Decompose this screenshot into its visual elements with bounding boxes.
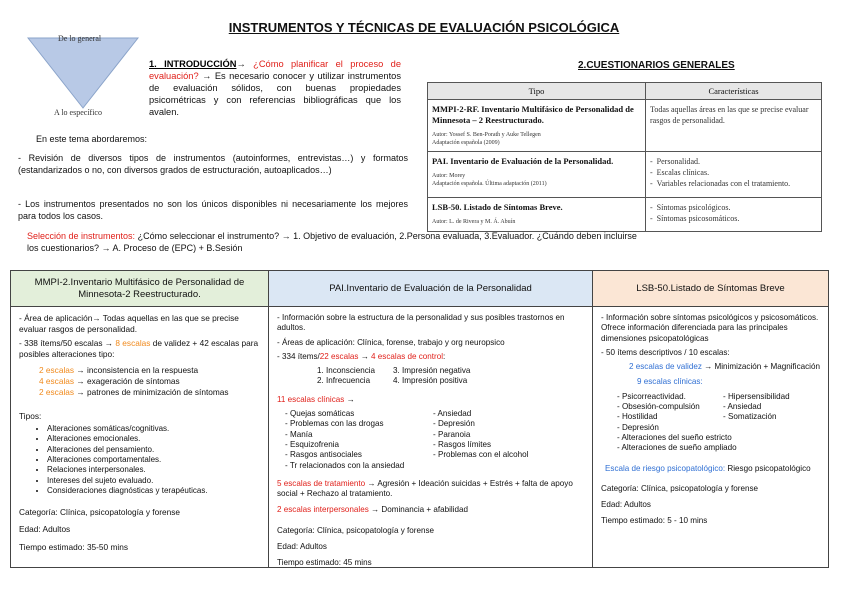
intro-heading: 1. INTRODUCCIÓN — [149, 59, 237, 69]
list-item-text: Ansiedad — [437, 409, 472, 419]
pai-items: 334 ítems/ — [281, 351, 320, 361]
row-feature: Síntomas psicológicos. — [656, 203, 731, 212]
cuestionarios-table — [427, 82, 822, 232]
mmpi-tipos-label: Tipos: — [19, 411, 42, 422]
pai-control-label: 4 escalas de control — [371, 351, 444, 361]
pai-arrow: → — [358, 351, 372, 361]
row-feature: Síntomas psicosomáticos. — [656, 214, 740, 223]
mmpi-tipos-list — [19, 424, 260, 497]
intro-paragraph — [149, 58, 401, 118]
list-item: - Tr relacionados con la ansiedad — [285, 460, 405, 470]
list-item: - Paranoia — [433, 429, 471, 439]
bullet-1: - Revisión de diversos tipos de instrumentos (autoinformes, entrevistas…) y formatos (estandarizados o no, con diversos grados de estructuración, autoaplicados…) — [18, 153, 409, 176]
list-item: - Obsesión-compulsión — [617, 402, 700, 412]
table-header-row — [428, 83, 822, 100]
row-authors: Autor: Morey — [432, 173, 466, 179]
list-item: • Alteraciones emocionales. — [47, 434, 260, 444]
row-name: PAI. Inventario de Evaluación de la Personalidad. — [432, 156, 614, 166]
list-item: - Hipersensibilidad — [723, 391, 790, 401]
list-item-text: Alteraciones del sueño estricto — [621, 432, 732, 442]
list-item: - Problemas con las drogas — [285, 419, 384, 429]
list-item: - Rasgos límites — [433, 439, 492, 449]
list-item: - Somatización — [723, 412, 777, 422]
list-item: - Psicorreactividad. — [617, 391, 686, 401]
lsb-edad: Edad: Adultos — [601, 500, 651, 510]
lsb-clinicas-rest: - Depresión - Alteraciones del sueño estricto - Alteraciones de sueño ampliado — [617, 422, 737, 453]
cuestionarios-title: 2.CUESTIONARIOS GENERALES — [578, 60, 735, 71]
list-item: • Relaciones interpersonales. — [47, 465, 260, 475]
lsb-tiempo: Tiempo estimado: 5 - 10 mins — [601, 516, 708, 526]
list-item: - Quejas somáticas — [285, 409, 355, 419]
mmpi-items-rest: de validez + 42 escalas para posibles alteraciones tipo: — [19, 338, 259, 359]
lsb-validez-label: 2 escalas de validez — [629, 362, 702, 372]
list-item-text: Psicorreactividad. — [621, 391, 686, 401]
list-item-text: Quejas somáticas — [289, 409, 355, 419]
lsb-info: Información sobre síntomas psicológicos y psicosomáticos. Ofrece información diferenciada para las principales dimensiones psicopatológicas — [601, 313, 819, 343]
pai-categoria: Categoría: Clínica, psicopatología y forense — [277, 525, 435, 535]
list-item-text: Obsesión-compulsión — [621, 402, 700, 412]
list-item: 3. Impresión negativa — [393, 366, 471, 376]
intro-question: ¿Cómo planificar el proceso de evaluación? — [149, 59, 401, 81]
pai-inter-label: 2 escalas interpersonales — [277, 505, 369, 515]
list-item-text: Problemas con el alcohol — [437, 450, 529, 460]
intro-arrow: → — [236, 59, 246, 69]
pai-trat-label: 5 escalas de tratamiento — [277, 478, 366, 488]
row-feature: Variables relacionadas con el tratamiento. — [656, 179, 791, 188]
triangle-bottom-label: A lo específico — [54, 108, 102, 117]
list-item-text: Somatización — [727, 412, 777, 422]
tema-intro: En este tema abordaremos: — [36, 134, 148, 144]
seleccion-text: ¿Cómo seleccionar el instrumento? → 1. Objetivo de evaluación, 2.Persona evaluada, 3.Evaluador. ¿Cuándo deben incluirse los cuestionarios? → A. Proceso de (EPC) + B.Sesión — [27, 231, 637, 254]
pai-tiempo: Tiempo estimado: 45 mins — [277, 558, 372, 568]
row-authors: Autor: L. de Rivera y M. Á. Abuín — [432, 219, 516, 225]
list-item: • Alteraciones somáticas/cognitivas. — [47, 424, 260, 434]
mmpi-edad: Edad: Adultos — [19, 524, 71, 535]
triangle-top-label: De lo general — [58, 34, 102, 43]
row-feature: Todas aquellas áreas en las que se precise evaluar rasgos de personalidad. — [650, 105, 809, 125]
list-item-text: Problemas con las drogas — [289, 419, 384, 429]
mmpi-scale-text: → exageración de síntomas — [74, 375, 180, 386]
list-item: 2. Infrecuencia — [317, 376, 371, 386]
list-item-text: Depresión — [621, 422, 659, 432]
pai-inter-text: → Dominancia + afabilidad — [368, 505, 469, 515]
mmpi-items: 338 ítems/50 escalas → — [24, 338, 116, 349]
intro-text: → Es necesario conocer y utilizar instrumentos de evaluación sólidos, con buenas propiedades psicométricas y con referencias bibliográficas que los avalen. — [149, 71, 401, 117]
row-adaptation: Adaptación española (2009) — [432, 140, 500, 146]
table-row: PAI. Inventario de Evaluación de la Personalidad. Autor: Morey Adaptación española. Última adaptación (2011) - Personalidad. - Escalas clínicas. - Variables relacionadas con el tratamiento. — [428, 152, 822, 198]
row-name: LSB-50. Listado de Síntomas Breve. — [432, 202, 563, 212]
list-item: - Hostilidad — [617, 412, 658, 422]
pai-info: Información sobre la estructura de la personalidad y sus posibles trastornos en adultos. — [277, 313, 565, 333]
list-item: - Manía — [285, 429, 313, 439]
lsb-clinicas-label: 9 escalas clínicas: — [637, 377, 703, 387]
pai-areas: Áreas de aplicación: Clínica, forense, trabajo y org neuropsico — [281, 337, 505, 347]
bullet-2-text: Los instrumentos presentados no son los únicos disponibles ni necesariamente los mejores para todos los casos. — [18, 199, 409, 222]
pai-control-grid — [277, 366, 584, 387]
lsb-panel: LSB-50.Listado de Síntomas Breve - Información sobre síntomas psicológicos y psicosomáticos. Ofrece información diferenciada para las principales dimensiones psicopatológicas - 50 ítems descriptivos / 10 escalas: 2 escalas de validez → Minimización + Magnificación 9 escalas clínicas: - Psicorreactividad. - Hipersensibilidad - Obsesión-compulsión - Ansiedad - Hostilidad - Somatización - Depresión - Alteraciones del sueño estricto - Alteraciones de sueño ampliado Escala de riesgo psicopatológico: Riesgo psicopatológico Categoría: Clínica, psicopatología y forense Edad: Adultos Tiempo estimado: 5 - 10 mins — [592, 270, 829, 568]
list-item-text: Depresión — [437, 419, 475, 429]
mmpi-area: Área de aplicación→ Todas aquellas en las que se precise evaluar rasgos de personalidad. — [19, 313, 239, 334]
list-item-text: Manía — [289, 429, 313, 439]
pai-clinicas-grid — [277, 409, 584, 460]
list-item-text: Rasgos límites — [437, 439, 492, 449]
row-name: MMPI-2-RF. Inventario Multifásico de Personalidad de Minnesota – 2 Reestructurado. — [432, 104, 634, 125]
pai-clinicas-label: 11 escalas clínicas — [277, 394, 345, 404]
seleccion-paragraph — [27, 230, 649, 254]
mmpi-scale-count: 2 escalas — [39, 386, 75, 397]
mmpi-validity-count: 8 escalas — [115, 338, 151, 349]
mmpi-title: MMPI-2.Inventario Multifásico de Personalidad de Minnesota-2 Reestructurado. — [11, 271, 268, 307]
list-item: • Intereses del sujeto evaluado. — [47, 476, 260, 486]
mmpi-panel: MMPI-2.Inventario Multifásico de Personalidad de Minnesota-2 Reestructurado. - Área de aplicación→ Todas aquellas en las que se precise evaluar rasgos de personalidad. - 338 ítems/50 escalas → 8 escalas de validez + 42 escalas para posibles alteraciones tipo: 2 escalas → inconsistencia en la respuesta 4 escalas → exageración de síntomas 2 escalas → patrones de minimización de síntomas Tipos: • Alteraciones somáticas/cognitivas. • Alteraciones emocionales. • Alteraciones del pensamiento. • Alteraciones comportamentales. • Relaciones interpersonales. • Intereses del sujeto evaluado. • Consideraciones diagnósticas y terapéuticas. Categoría: Clínica, psicopatología y forense Edad: Adultos Tiempo estimado: 35-50 mins — [10, 270, 269, 568]
row-authors: Autor: Yossef S. Ben-Porath y Auke Tellegen — [432, 132, 541, 138]
pai-title: PAI.Inventario de Evaluación de la Personalidad — [269, 271, 592, 307]
mmpi-tiempo: Tiempo estimado: 35-50 mins — [19, 541, 128, 552]
list-item-text: Rasgos antisociales — [289, 450, 362, 460]
pai-trat-text: → Agresión + Ideación suicidas + Estrés + falta de apoyo social + Rechazo al tratamiento. — [277, 478, 573, 499]
list-item-text: Paranoia — [437, 429, 471, 439]
list-item: • Consideraciones diagnósticas y terapéuticas. — [47, 486, 260, 496]
list-item-text: Hipersensibilidad — [727, 391, 790, 401]
pai-colon: : — [443, 351, 446, 361]
pai-panel: PAI.Inventario de Evaluación de la Personalidad - Información sobre la estructura de la personalidad y sus posibles trastornos en adultos. - Áreas de aplicación: Clínica, forense, trabajo y org neuropsico - 334 ítems/22 escalas → 4 escalas de control: 1. Inconsciencia 3. Impresión negativa 2. Infrecuencia 4. Impresión positiva 11 escalas clínicas → - Quejas somáticas - Ansiedad - Problemas con las drogas - Depresión - Manía - Paranoia - Esquizofrenia - Rasgos límites - Rasgos antisociales - Problemas con el alcohol - Tr relacionados con la ansiedad 5 escalas de tratamiento → Agresión + Ideación suicidas + Estrés + falta de apoyo social + Rechazo al tratamiento. 2 escalas interpersonales → Dominancia + afabilidad Categoría: Clínica, psicopatología y forense Edad: Adultos Tiempo estimado: 45 mins — [268, 270, 593, 568]
row-adaptation: Adaptación española. Última adaptación (2011) — [432, 181, 547, 187]
lsb-title: LSB-50.Listado de Síntomas Breve — [593, 271, 828, 307]
mmpi-scale-text: → inconsistencia en la respuesta — [74, 365, 199, 376]
list-item-text: Tr relacionados con la ansiedad — [289, 460, 405, 470]
list-item: 4. Impresión positiva — [393, 376, 468, 386]
table-row: LSB-50. Listado de Síntomas Breve. Autor: L. de Rivera y M. Á. Abuín - Síntomas psicológicos. - Síntomas psicosomáticos. — [428, 198, 822, 232]
list-item: - Ansiedad — [723, 402, 762, 412]
list-item: • Alteraciones del pensamiento. — [47, 445, 260, 455]
pai-scales-count: 22 escalas — [319, 351, 359, 361]
pai-clinicas-arrow: → — [344, 394, 355, 404]
list-item: - Esquizofrenia — [285, 439, 339, 449]
list-item-text: Esquizofrenia — [289, 439, 339, 449]
lsb-categoria: Categoría: Clínica, psicopatología y forense — [601, 483, 759, 493]
bullet-1-text: Revisión de diversos tipos de instrumentos (autoinformes, entrevistas…) y formatos (estandarizados o no, con diversos grados de estructuración, autoaplicados…) — [18, 153, 409, 176]
page-title: INSTRUMENTOS Y TÉCNICAS DE EVALUACIÓN PSICOLÓGICA — [228, 20, 620, 35]
list-item: - Depresión — [433, 419, 475, 429]
list-item-text: Ansiedad — [727, 402, 762, 412]
row-feature: Escalas clínicas. — [656, 168, 710, 177]
list-item-text: Hostilidad — [621, 412, 658, 422]
list-item: - Rasgos antisociales — [285, 450, 362, 460]
mmpi-scale-count: 4 escalas — [39, 375, 75, 386]
row-feature: Personalidad. — [656, 157, 700, 166]
header-caracteristicas: Características — [646, 83, 822, 100]
list-item: 1. Inconsciencia — [317, 366, 376, 376]
lsb-riesgo-text: Riesgo psicopatológico — [725, 463, 811, 473]
list-item: - Ansiedad — [433, 409, 472, 419]
bullet-2: - Los instrumentos presentados no son los únicos disponibles ni necesariamente los mejores para todos los casos. — [18, 199, 409, 222]
lsb-validez-text: → Minimización + Magnificación — [701, 362, 820, 372]
lsb-items: 50 ítems descriptivos / 10 escalas: — [605, 347, 730, 357]
mmpi-scale-count: 2 escalas — [39, 365, 75, 376]
lsb-clinicas-grid — [601, 392, 820, 423]
list-item-text: Alteraciones de sueño ampliado — [621, 443, 737, 453]
seleccion-label: Selección de instrumentos: — [27, 231, 136, 241]
list-item: • Alteraciones comportamentales. — [47, 455, 260, 465]
mmpi-categoria: Categoría: Clínica, psicopatología y forense — [19, 506, 180, 517]
pai-edad: Edad: Adultos — [277, 542, 327, 552]
lsb-riesgo-label: Escala de riesgo psicopatológico: — [605, 463, 726, 473]
funnel-triangle-icon — [27, 32, 139, 114]
header-tipo: Tipo — [428, 83, 646, 100]
table-row — [428, 100, 822, 152]
mmpi-scale-text: → patrones de minimización de síntomas — [74, 386, 229, 397]
list-item: - Problemas con el alcohol — [433, 450, 529, 460]
